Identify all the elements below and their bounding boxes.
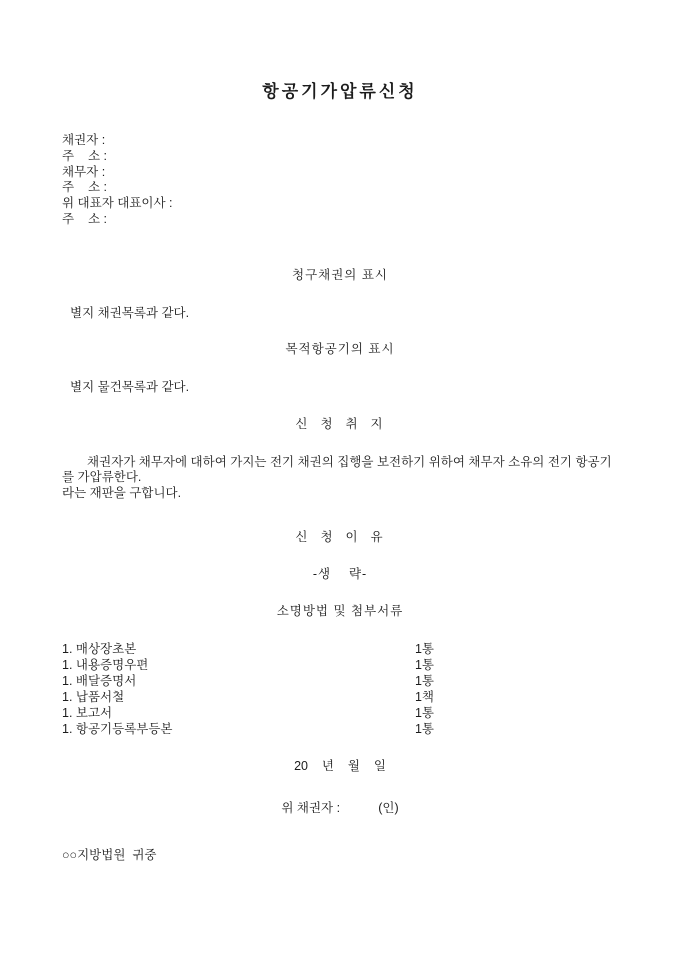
attachment-name: 1. 납품서철 (62, 689, 125, 704)
claim-section-body: 별지 채권목록과 같다. (70, 305, 190, 320)
representative-label: 위 대표자 대표이사 : (62, 196, 173, 211)
attachment-count: 1통 (414, 657, 434, 672)
debtor-label: 채무자 : (62, 164, 106, 179)
attachment-count: 1책 (414, 689, 434, 704)
reason-section-body: -생 략- (312, 567, 368, 582)
aircraft-section-heading: 목적항공기의 표시 (285, 342, 395, 357)
attachment-count: 1통 (414, 673, 434, 688)
attachment-name: 1. 매상장초본 (62, 641, 137, 656)
attachment-count: 1통 (414, 641, 434, 656)
attachment-row (62, 673, 434, 689)
attachment-list (62, 641, 434, 737)
document-title: 항공기가압류신청 (262, 82, 418, 101)
debtor-address: 주 소 : (62, 180, 107, 195)
attachments-section-heading: 소명방법 및 첨부서류 (276, 603, 404, 618)
purpose-section-heading: 신 청 취 지 (295, 416, 385, 431)
attachment-row (62, 721, 434, 737)
claim-section-heading: 청구채권의 표시 (292, 267, 388, 282)
attachment-count: 1통 (414, 721, 434, 736)
attachment-name: 1. 항공기등록부등본 (62, 721, 173, 736)
date-line: 20 년 월 일 (294, 758, 386, 773)
attachment-row (62, 657, 434, 673)
representative-address: 주 소 : (62, 211, 107, 226)
creditor-address: 주 소 : (62, 148, 107, 163)
purpose-body: 채권자가 채무자에 대하여 가지는 전기 채권의 집행을 보전하기 위하여 채무자 소유의 전기 항공기를 가압류한다. (62, 454, 612, 485)
aircraft-section-body: 별지 물건목록과 같다. (70, 380, 190, 395)
purpose-tail: 라는 재판을 구합니다. (62, 485, 182, 500)
attachment-name: 1. 배달증명서 (62, 673, 137, 688)
attachment-row (62, 689, 434, 705)
court-line: ○○지방법원 귀중 (62, 848, 157, 863)
attachment-row (62, 641, 434, 657)
attachment-row (62, 705, 434, 721)
reason-section-heading: 신 청 이 유 (295, 530, 385, 545)
attachment-name: 1. 보고서 (62, 705, 113, 720)
signature-line: 위 채권자 : (인) (281, 801, 399, 816)
attachment-count: 1통 (414, 705, 434, 720)
creditor-label: 채권자 : (62, 133, 106, 147)
party-block (62, 133, 618, 228)
attachment-name: 1. 내용증명우편 (62, 657, 149, 672)
